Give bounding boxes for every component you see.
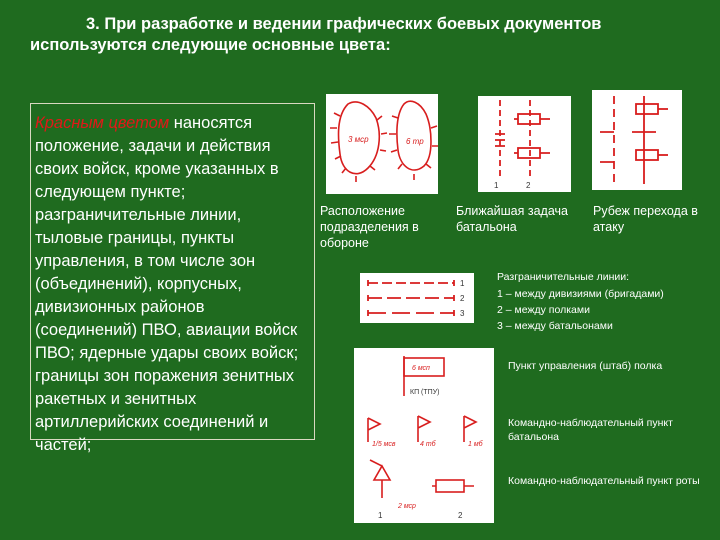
command-post-symbols (354, 348, 494, 523)
defense-position-symbol (326, 94, 438, 194)
boundary-num-3: 3 (460, 309, 465, 318)
caption-boundary-1: 1 – между дивизиями (бригадами) (497, 288, 664, 300)
slide-title: 3. При разработке и ведении графических боевых документов используются следующие основные цвета: (30, 15, 602, 54)
caption-boundary-2: 2 – между полками (497, 304, 590, 316)
boundary-num-2: 2 (460, 294, 465, 303)
caption-battalion-cp: Командно-наблюдательный пункт батальона (508, 417, 673, 443)
caption-company-cp: Командно-наблюдательный пункт роты (508, 475, 700, 487)
boundary-lines-symbol (360, 273, 474, 323)
company-label: 2 мср (398, 503, 416, 510)
boundary-num-1: 1 (460, 279, 465, 288)
flag-c-label: 1 мб (468, 441, 483, 448)
caption-nearest-task: Ближайшая задача батальона (456, 204, 568, 234)
num-2: 2 (526, 181, 531, 190)
company-num-1: 1 (378, 511, 383, 520)
description-text: наносятся положение, задачи и действия своих войск, кроме указанных в следующем пункте; разграничительные линии, тыловые границы, пункты управления, в том числе зон (объединений), корпусных, дивизионных районов (соединений) ПВО, авиации войск ПВО; ядерные удары своих войск; границы зон поражения зенитных ракетных и зенитных артиллерийских соединений и частей; (35, 114, 299, 454)
nearest-task-symbol (478, 96, 571, 192)
flag-b-label: 4 тб (420, 441, 436, 448)
caption-boundary-title: Разграничительные линии: (497, 271, 630, 283)
unit-right-label: 6 тр (406, 137, 424, 146)
regiment-label: 6 мсп (412, 365, 430, 372)
description-box (30, 103, 315, 454)
unit-left-label: 3 мср (348, 135, 369, 144)
num-1: 1 (494, 181, 499, 190)
red-color-lead: Красным цветом (35, 114, 170, 132)
caption-command-post: Пункт управления (штаб) полка (508, 360, 663, 372)
company-num-2: 2 (458, 511, 463, 520)
caption-transition: Рубеж перехода в атаку (593, 204, 698, 234)
flag-a-label: 1/5 мсв (372, 441, 396, 448)
caption-boundary-3: 3 – между батальонами (497, 320, 613, 332)
kp-label: КП (ТПУ) (410, 389, 440, 396)
attack-line-symbol (592, 90, 682, 190)
caption-position: Расположение подразделения в обороне (320, 204, 419, 250)
